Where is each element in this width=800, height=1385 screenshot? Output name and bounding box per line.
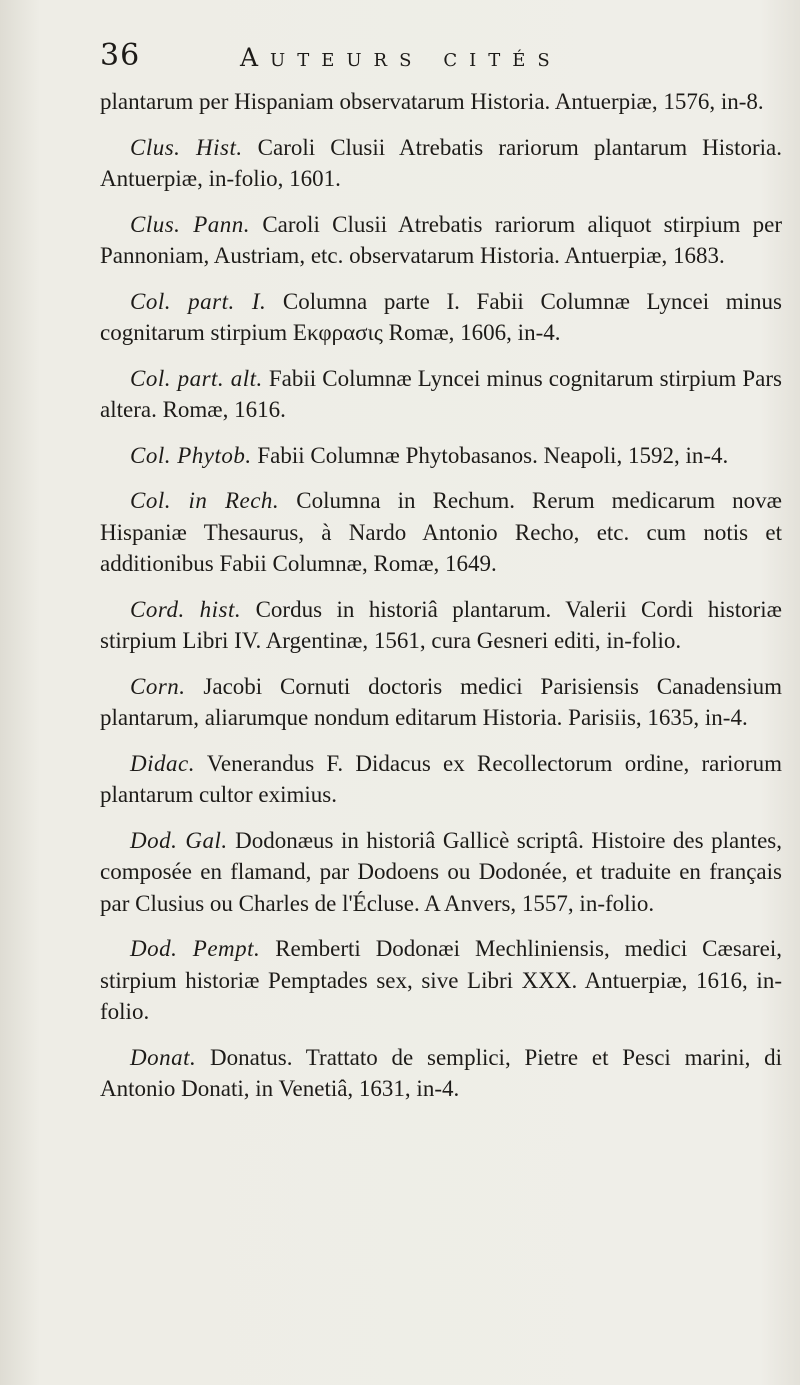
entry-text: Jacobi Cornuti doctoris medici Parisiensis Canadensium plantarum, aliarumque nondum editarum Historia. Parisiis, 1635, in-4.	[100, 673, 783, 730]
bibliography-entry	[100, 1042, 782, 1105]
entry-text: Fabii Columnæ Lyncei minus cognitarum stirpium Pars altera. Romæ, 1616.	[100, 365, 782, 422]
entry-text: Columna parte I. Fabii Columnæ Lyncei minus cognitarum stirpium Εκφρασις Romæ, 1606, in-4.	[100, 288, 783, 345]
entry-abbreviation: Cord. hist.	[130, 596, 242, 622]
bibliography-entry	[100, 933, 782, 1028]
entry-abbreviation: Dod. Gal.	[130, 827, 228, 853]
page-number: 36	[100, 38, 141, 73]
bibliography-entry	[100, 594, 782, 657]
entry-abbreviation: Col. in Rech.	[130, 488, 280, 513]
entry-abbreviation: Donat.	[130, 1044, 197, 1070]
entry-text: Cordus in historiâ plantarum. Valerii Cordi historiæ stirpium Libri IV. Argentinæ, 1561, cura Gesneri editi, in-folio.	[100, 596, 783, 653]
entry-abbreviation: Corn.	[130, 673, 186, 699]
bibliography-entry	[100, 86, 782, 118]
entry-text: Remberti Dodonæi Mechliniensis, medici Cæsarei, stirpium historiæ Pemptades sex, sive Libri XXX. Antuerpiæ, 1616, in-folio.	[100, 936, 783, 1024]
bibliography-entry	[100, 363, 782, 426]
bibliography-entry	[100, 748, 782, 811]
entry-abbreviation: Col. Phytob.	[130, 442, 252, 468]
bibliography-entry	[100, 209, 782, 272]
entry-abbreviation: Didac.	[130, 750, 195, 776]
bibliography-entry	[100, 286, 782, 349]
bibliography-entry	[100, 485, 782, 580]
entry-text: Dodonæus in historiâ Gallicè scriptâ. Histoire des plantes, composée en flamand, par Dodoens ou Dodonée, et traduite en français par Clusius ou Charles de l'Écluse. A Anvers, 1557, in-folio.	[100, 827, 782, 916]
entry-text: Donatus. Trattato de semplici, Pietre et Pesci marini, di Antonio Donati, in Venetiâ, 1631, in-4.	[100, 1044, 783, 1101]
bibliography-entry	[100, 132, 782, 195]
entry-text: Fabii Columnæ Phytobasanos. Neapoli, 1592, in-4.	[257, 442, 729, 468]
entry-abbreviation: Clus. Pann.	[130, 211, 251, 237]
bibliography-entry	[100, 440, 782, 472]
entry-text: Caroli Clusii Atrebatis rariorum plantarum Historia. Antuerpiæ, in-folio, 1601.	[100, 134, 782, 191]
bibliography-entry	[100, 671, 782, 734]
entry-abbreviation: Dod. Pempt.	[130, 936, 261, 961]
entry-text: Caroli Clusii Atrebatis rariorum aliquot stirpium per Pannoniam, Austriam, etc. observatarum Historia. Antuerpiæ, 1683.	[100, 211, 783, 268]
entry-abbreviation: Col. part. I.	[130, 288, 267, 314]
entry-text: Columna in Rechum. Rerum medicarum novæ Hispaniæ Thesaurus, à Nardo Antonio Recho, etc. cum notis et additionibus Fabii Columnæ, Romæ, 1649.	[100, 488, 783, 576]
bibliography-entry	[100, 825, 782, 920]
bibliography-list	[100, 86, 782, 1119]
page-header	[100, 36, 790, 86]
entry-text: plantarum per Hispaniam observatarum Historia. Antuerpiæ, 1576, in-8.	[100, 89, 764, 114]
running-head-title: Auteurs cités	[240, 43, 562, 72]
entry-abbreviation: Col. part. alt.	[130, 365, 263, 391]
entry-text: Venerandus F. Didacus ex Recollectorum ordine, rariorum plantarum cultor eximius.	[100, 750, 782, 807]
entry-abbreviation: Clus. Hist.	[130, 134, 243, 160]
